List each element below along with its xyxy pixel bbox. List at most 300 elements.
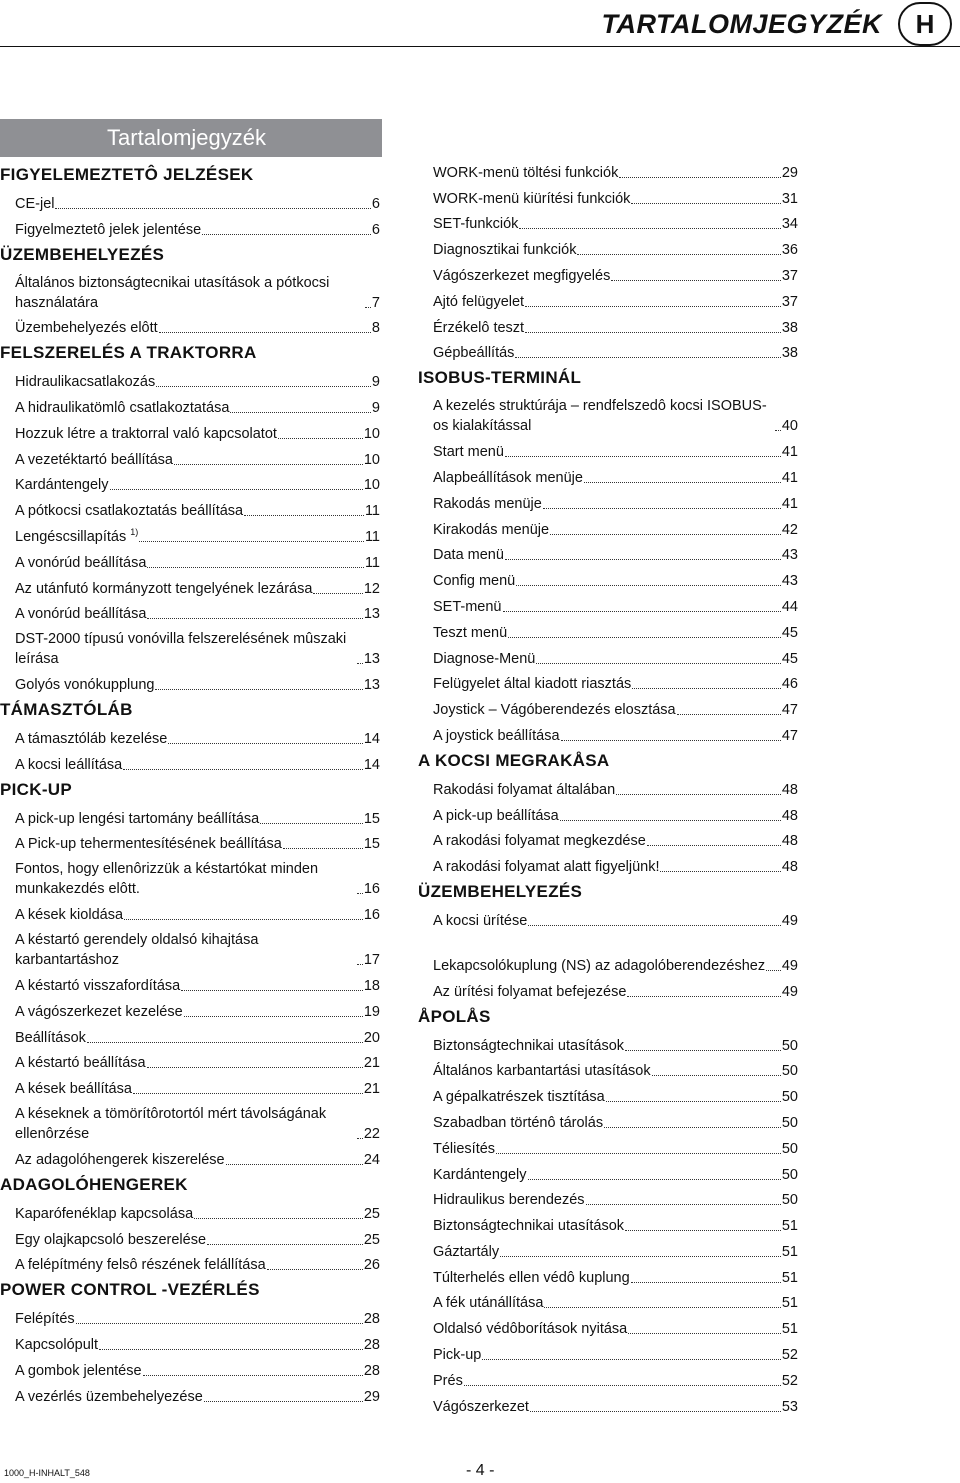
toc-entry-title bbox=[15, 398, 229, 418]
toc-entry[interactable] bbox=[433, 1288, 798, 1314]
toc-entry[interactable] bbox=[15, 521, 380, 547]
toc-entry-label: WORK-menü kiürítési funkciók bbox=[433, 190, 631, 207]
dot-leader bbox=[631, 1282, 781, 1283]
toc-page-number: 20 bbox=[363, 1029, 380, 1046]
toc-entry-title bbox=[15, 318, 158, 338]
toc-entry[interactable] bbox=[433, 1339, 798, 1365]
dot-leader bbox=[536, 663, 780, 664]
toc-entry-label: A gépalkatrészek tisztítása bbox=[433, 1089, 605, 1106]
toc-page-number: 49 bbox=[781, 983, 798, 1000]
dot-leader bbox=[155, 689, 362, 690]
toc-entry[interactable] bbox=[15, 1073, 380, 1099]
toc-entry-label: Kapcsolópult bbox=[15, 1336, 99, 1353]
toc-entry-title bbox=[433, 494, 542, 514]
toc-entry[interactable] bbox=[433, 694, 798, 720]
toc-entry[interactable] bbox=[15, 749, 380, 775]
toc-page-number: 52 bbox=[781, 1347, 798, 1364]
toc-entry[interactable] bbox=[15, 1303, 380, 1329]
toc-entry-label: Config menü bbox=[433, 573, 516, 590]
toc-entry-label: Fontos, hogy ellenôrizzük a késtartókat minden munkakezdés elôtt. bbox=[15, 861, 319, 898]
toc-page-number: 11 bbox=[364, 503, 380, 520]
dot-leader bbox=[604, 1127, 781, 1128]
dot-leader bbox=[586, 1204, 781, 1205]
toc-entry-title bbox=[15, 1255, 266, 1275]
toc-entry-label: A vezérlés üzembehelyezése bbox=[15, 1388, 203, 1405]
dot-leader bbox=[516, 585, 781, 586]
toc-entry-title bbox=[433, 780, 615, 800]
toc-entry[interactable] bbox=[433, 976, 798, 1002]
toc-page-number: 38 bbox=[781, 345, 798, 362]
toc-entry[interactable] bbox=[433, 905, 798, 931]
toc-entry[interactable] bbox=[433, 1313, 798, 1339]
toc-entry-label: Golyós vonókupplung bbox=[15, 677, 155, 694]
dot-leader bbox=[230, 412, 371, 413]
toc-entry-title bbox=[15, 976, 180, 996]
toc-entry-title bbox=[433, 1397, 529, 1417]
toc-entry[interactable] bbox=[433, 1391, 798, 1417]
toc-entry-label: A vágószerkezet kezelése bbox=[15, 1003, 183, 1020]
toc-page-number: 9 bbox=[371, 399, 380, 416]
toc-entry[interactable] bbox=[15, 418, 380, 444]
toc-entry-title bbox=[433, 545, 504, 565]
toc-page-number: 22 bbox=[363, 1126, 380, 1143]
toc-entry[interactable] bbox=[15, 723, 380, 749]
toc-entry-title bbox=[15, 675, 154, 695]
dot-leader bbox=[503, 611, 781, 612]
toc-entry[interactable] bbox=[15, 854, 380, 899]
dot-leader bbox=[174, 464, 363, 465]
toc-entry[interactable] bbox=[433, 1262, 798, 1288]
toc-entry-label: Felépítés bbox=[15, 1311, 75, 1328]
toc-entry[interactable] bbox=[433, 1081, 798, 1107]
toc-page-number: 28 bbox=[363, 1311, 380, 1328]
toc-section-heading: A KOCSI MEGRAKÅSA bbox=[418, 750, 610, 770]
toc-entry-label: Téliesítés bbox=[433, 1140, 496, 1157]
toc-entry-title bbox=[433, 468, 583, 488]
toc-entry-label: A pick-up beállítása bbox=[433, 807, 559, 824]
toc-entry-label: WORK-menü töltési funkciók bbox=[433, 164, 619, 181]
toc-entry-title bbox=[15, 475, 109, 495]
toc-entry-title bbox=[433, 982, 626, 1002]
toc-entry-label: Lengéscsillapítás bbox=[15, 528, 127, 545]
toc-entry[interactable] bbox=[433, 1185, 798, 1211]
dot-leader bbox=[55, 208, 370, 209]
toc-entry-label: Pick-up bbox=[433, 1347, 482, 1364]
toc-entry-title bbox=[15, 450, 173, 470]
toc-page-number: 47 bbox=[781, 727, 798, 744]
toc-entry[interactable] bbox=[15, 1381, 380, 1407]
toc-page-number: 50 bbox=[781, 1114, 798, 1131]
toc-entry[interactable] bbox=[15, 573, 380, 599]
dot-leader bbox=[500, 1256, 781, 1257]
toc-entry-label: Beállítások bbox=[15, 1029, 86, 1046]
dot-leader bbox=[652, 1075, 781, 1076]
toc-entry-title bbox=[433, 189, 630, 209]
toc-entry-title bbox=[433, 163, 618, 183]
dot-leader bbox=[244, 515, 364, 516]
toc-page-number: 28 bbox=[363, 1336, 380, 1353]
toc-entry-label: Joystick – Vágóberendezés elosztása bbox=[433, 702, 676, 719]
toc-page-number: 10 bbox=[363, 425, 380, 442]
toc-page-number: 36 bbox=[781, 242, 798, 259]
toc-entry-label: Hozzuk létre a traktorral való kapcsolatot bbox=[15, 425, 277, 442]
toc-entry[interactable] bbox=[433, 931, 798, 976]
dot-leader bbox=[560, 820, 781, 821]
toc-entry-label: Felügyelet által kiadott riasztás bbox=[433, 676, 632, 693]
toc-entry[interactable] bbox=[15, 1250, 380, 1276]
toc-page-number: 37 bbox=[781, 293, 798, 310]
toc-entry[interactable] bbox=[433, 286, 798, 312]
dot-leader bbox=[464, 1385, 781, 1386]
toc-page-number: 28 bbox=[363, 1362, 380, 1379]
toc-entry[interactable] bbox=[433, 436, 798, 462]
toc-entry-title bbox=[15, 905, 123, 925]
toc-entry[interactable] bbox=[433, 1030, 798, 1056]
toc-entry[interactable] bbox=[433, 1107, 798, 1133]
toc-entry-title bbox=[15, 834, 282, 854]
dot-leader bbox=[544, 1307, 780, 1308]
toc-entry-label: SET-funkciók bbox=[433, 216, 519, 233]
toc-page-number: 29 bbox=[363, 1388, 380, 1405]
toc-entry[interactable] bbox=[15, 547, 380, 573]
toc-entry[interactable] bbox=[15, 829, 380, 855]
toc-entry-title bbox=[433, 1216, 624, 1236]
toc-entry-title bbox=[433, 857, 659, 877]
toc-entry-label: Teszt menü bbox=[433, 624, 508, 641]
toc-entry-label: A pótkocsi csatlakoztatás beállítása bbox=[15, 503, 244, 520]
toc-entry[interactable] bbox=[433, 540, 798, 566]
toc-entry[interactable] bbox=[15, 188, 380, 214]
toc-page-number: 16 bbox=[363, 907, 380, 924]
toc-entry[interactable] bbox=[15, 495, 380, 521]
dot-leader bbox=[606, 1101, 781, 1102]
toc-left-column bbox=[0, 160, 380, 1407]
dot-leader bbox=[496, 1153, 781, 1154]
dot-leader bbox=[267, 1269, 363, 1270]
dot-leader bbox=[133, 1093, 363, 1094]
toc-entry[interactable] bbox=[15, 1355, 380, 1381]
toc-entry-label: A kések beállítása bbox=[15, 1081, 132, 1098]
toc-entry[interactable] bbox=[433, 800, 798, 826]
toc-page-number: 53 bbox=[781, 1398, 798, 1415]
toc-page-number: 13 bbox=[363, 677, 380, 694]
toc-entry-label: Kaparófenéklap kapcsolása bbox=[15, 1205, 194, 1222]
toc-entry[interactable] bbox=[433, 209, 798, 235]
toc-page-number: 9 bbox=[371, 374, 380, 391]
toc-entry-title bbox=[433, 700, 676, 720]
toc-section-heading: ÅPOLÅS bbox=[418, 1006, 491, 1026]
toc-entry[interactable] bbox=[433, 391, 798, 436]
toc-entry-title bbox=[433, 1061, 651, 1081]
toc-entry-title bbox=[433, 396, 774, 436]
toc-entry-label: Túlterhelés ellen védô kuplung bbox=[433, 1269, 630, 1286]
toc-page-number: 51 bbox=[781, 1243, 798, 1260]
toc-entry[interactable] bbox=[15, 996, 380, 1022]
toc-entry-label: Gáztartály bbox=[433, 1243, 500, 1260]
dot-leader bbox=[357, 964, 363, 965]
toc-entry[interactable] bbox=[433, 462, 798, 488]
toc-page-number: 21 bbox=[363, 1055, 380, 1072]
header-title: TARTALOMJEGYZÉK bbox=[601, 9, 882, 39]
toc-entry-label: Az adagolóhengerek kiszerelése bbox=[15, 1151, 225, 1168]
toc-entry-label: A késtartó gerendely oldalsó kihajtása karbantartáshoz bbox=[15, 932, 259, 969]
toc-entry-title bbox=[15, 629, 356, 669]
dot-leader bbox=[584, 482, 781, 483]
toc-entry[interactable] bbox=[15, 803, 380, 829]
dot-leader bbox=[313, 593, 362, 594]
toc-entry-label: Rakodás menüje bbox=[433, 495, 542, 512]
dot-leader bbox=[226, 1164, 363, 1165]
toc-entry-label: DST-2000 típusú vonóvilla felszerelésének mûszaki leírása bbox=[15, 631, 347, 668]
toc-page-number: 10 bbox=[363, 477, 380, 494]
toc-page-number: 52 bbox=[781, 1372, 798, 1389]
toc-page-number: 50 bbox=[781, 1037, 798, 1054]
toc-section-heading: ADAGOLÓHENGEREK bbox=[0, 1174, 188, 1194]
toc-entry[interactable] bbox=[433, 1056, 798, 1082]
dot-leader bbox=[99, 1349, 363, 1350]
toc-entry-label: A kezelés struktúrája – rendfelszedô kocsi ISOBUS-os kialakítással bbox=[433, 398, 767, 435]
toc-page-number: 8 bbox=[371, 320, 380, 337]
toc-entry[interactable] bbox=[433, 1159, 798, 1185]
toc-entry[interactable] bbox=[15, 214, 380, 240]
toc-entry-title bbox=[15, 220, 201, 240]
toc-entry[interactable] bbox=[433, 157, 798, 183]
toc-entry-label: Az utánfutó kormányzott tengelyének lezárása bbox=[15, 580, 313, 597]
dot-leader bbox=[181, 990, 363, 991]
toc-entry-label: Hidraulikacsatlakozás bbox=[15, 374, 156, 391]
document-code: 1000_H-INHALT_548 bbox=[4, 1468, 90, 1478]
toc-entry[interactable] bbox=[15, 1099, 380, 1144]
toc-entry-label: Üzembehelyezés elôtt bbox=[15, 320, 158, 337]
toc-entry[interactable] bbox=[15, 1144, 380, 1170]
toc-entry-label: A támasztóláb kezelése bbox=[15, 730, 168, 747]
dot-leader bbox=[577, 254, 780, 255]
dot-leader bbox=[76, 1323, 363, 1324]
toc-entry[interactable] bbox=[15, 899, 380, 925]
toc-page-number: 50 bbox=[781, 1140, 798, 1157]
toc-page-number: 14 bbox=[363, 756, 380, 773]
toc-section-heading: POWER CONTROL -VEZÉRLÉS bbox=[0, 1280, 260, 1300]
toc-entry[interactable] bbox=[433, 488, 798, 514]
toc-entry[interactable] bbox=[433, 851, 798, 877]
dot-leader bbox=[647, 845, 781, 846]
toc-page-number: 15 bbox=[363, 836, 380, 853]
dot-leader bbox=[168, 743, 363, 744]
toc-right-column bbox=[418, 157, 798, 1417]
toc-page-number: 10 bbox=[363, 451, 380, 468]
toc-entry[interactable] bbox=[433, 565, 798, 591]
toc-entry[interactable] bbox=[433, 774, 798, 800]
toc-entry[interactable] bbox=[433, 1236, 798, 1262]
toc-entry-label: A joystick beállítása bbox=[433, 727, 560, 744]
toc-page-number: 40 bbox=[781, 418, 798, 435]
toc-page-number: 48 bbox=[781, 807, 798, 824]
toc-entry-label: A rakodási folyamat alatt figyeljünk! bbox=[433, 859, 660, 876]
toc-entry-title bbox=[15, 1104, 356, 1144]
toc-page-number: 16 bbox=[363, 881, 380, 898]
toc-page-number: 17 bbox=[363, 952, 380, 969]
dot-leader bbox=[766, 970, 781, 971]
toc-page-number: 19 bbox=[363, 1003, 380, 1020]
toc-entry[interactable] bbox=[15, 624, 380, 669]
toc-entry[interactable] bbox=[433, 643, 798, 669]
toc-entry-label: Kirakodás menüje bbox=[433, 521, 550, 538]
toc-page-number: 11 bbox=[364, 528, 380, 545]
toc-entry[interactable] bbox=[15, 1198, 380, 1224]
toc-section-heading: ÜZEMBEHELYEZÉS bbox=[0, 244, 165, 264]
toc-entry-title bbox=[15, 930, 356, 970]
toc-entry-title bbox=[433, 292, 524, 312]
toc-entry[interactable] bbox=[15, 1022, 380, 1048]
toc-entry[interactable] bbox=[15, 599, 380, 625]
toc-entry[interactable] bbox=[15, 1329, 380, 1355]
toc-page-number: 12 bbox=[363, 580, 380, 597]
toc-entry-title bbox=[433, 1036, 624, 1056]
toc-entry[interactable] bbox=[433, 1365, 798, 1391]
toc-page-number: 51 bbox=[781, 1295, 798, 1312]
toc-entry[interactable] bbox=[15, 925, 380, 970]
toc-entry-label: A pick-up lengési tartomány beállítása bbox=[15, 810, 260, 827]
toc-entry-label: Alapbeállítások menüje bbox=[433, 469, 583, 486]
toc-entry-title bbox=[15, 1230, 206, 1250]
toc-entry-label: Start menü bbox=[433, 444, 504, 461]
toc-entry[interactable] bbox=[15, 1048, 380, 1074]
toc-entry[interactable] bbox=[15, 970, 380, 996]
dot-leader bbox=[278, 438, 363, 439]
toc-entry[interactable] bbox=[433, 826, 798, 852]
toc-section-heading: FELSZERELÉS A TRAKTORRA bbox=[0, 343, 257, 363]
dot-leader bbox=[87, 1042, 363, 1043]
toc-entry-title bbox=[15, 1204, 193, 1224]
dot-leader bbox=[677, 714, 781, 715]
toc-entry-label: Gépbeállítás bbox=[433, 345, 515, 362]
toc-page-number: 43 bbox=[781, 547, 798, 564]
toc-entry-label: A késtartó beállítása bbox=[15, 1055, 146, 1072]
toc-entry[interactable] bbox=[433, 183, 798, 209]
toc-entry[interactable] bbox=[15, 313, 380, 339]
toc-page-number: 50 bbox=[781, 1192, 798, 1209]
toc-entry-label: A vonórúd beállítása bbox=[15, 606, 147, 623]
toc-entry[interactable] bbox=[15, 1224, 380, 1250]
dot-leader bbox=[147, 1067, 363, 1068]
toc-entry-label: A vonórúd beállítása bbox=[15, 554, 147, 571]
toc-entry-label: Vágószerkezet bbox=[433, 1398, 529, 1415]
toc-page-number: 48 bbox=[781, 781, 798, 798]
dot-leader bbox=[207, 1244, 363, 1245]
toc-page-number: 11 bbox=[364, 554, 380, 571]
dot-leader bbox=[611, 280, 781, 281]
dot-leader bbox=[530, 1411, 781, 1412]
toc-entry-label: A rakodási folyamat megkezdése bbox=[433, 833, 646, 850]
dot-leader bbox=[519, 228, 780, 229]
toc-entry-title bbox=[433, 911, 527, 931]
toc-entry-title bbox=[15, 273, 364, 313]
toc-entry-label: A felépítmény felsô részének felállítása bbox=[15, 1257, 266, 1274]
toc-entry-label: A gombok jelentése bbox=[15, 1362, 142, 1379]
toc-entry[interactable] bbox=[15, 470, 380, 496]
toc-entry-label: A kések kioldása bbox=[15, 907, 124, 924]
toc-entry-title bbox=[433, 240, 576, 260]
toc-entry-title bbox=[433, 1190, 585, 1210]
dot-leader bbox=[505, 559, 781, 560]
toc-entry[interactable] bbox=[15, 392, 380, 418]
toc-entry-title bbox=[433, 649, 535, 669]
dot-leader bbox=[616, 794, 781, 795]
toc-entry[interactable] bbox=[433, 234, 798, 260]
toc-page-number: 48 bbox=[781, 859, 798, 876]
toc-entry-label: Diagnosztikai funkciók bbox=[433, 242, 577, 259]
toc-entry-title bbox=[15, 522, 138, 547]
dot-leader bbox=[357, 1138, 363, 1139]
toc-entry-title bbox=[433, 623, 507, 643]
dot-leader bbox=[260, 823, 363, 824]
toc-entry-label: Vágószerkezet megfigyelés bbox=[433, 267, 611, 284]
toc-entry[interactable] bbox=[15, 669, 380, 695]
toc-entry[interactable] bbox=[433, 338, 798, 364]
toc-page-number: 21 bbox=[363, 1081, 380, 1098]
toc-entry-label: Biztonságtechnikai utasítások bbox=[433, 1218, 625, 1235]
toc-entry[interactable] bbox=[433, 617, 798, 643]
dot-leader bbox=[482, 1359, 781, 1360]
toc-page-number: 50 bbox=[781, 1063, 798, 1080]
toc-entry-label: A késtartó visszafordítása bbox=[15, 977, 181, 994]
toc-entry[interactable] bbox=[433, 260, 798, 286]
toc-entry-title bbox=[433, 726, 560, 746]
toc-entry-title bbox=[433, 1268, 630, 1288]
toc-entry-title bbox=[433, 1293, 543, 1313]
dot-leader bbox=[525, 332, 781, 333]
toc-entry-label: A kocsi leállítása bbox=[15, 756, 123, 773]
toc-entry-title bbox=[433, 597, 502, 617]
toc-entry-label: Egy olajkapcsoló beszerelése bbox=[15, 1231, 207, 1248]
toc-entry-title bbox=[433, 956, 765, 976]
toc-entry-label: A fék utánállítása bbox=[433, 1295, 544, 1312]
toc-entry[interactable] bbox=[433, 514, 798, 540]
dot-leader bbox=[632, 688, 781, 689]
toc-page-number: 41 bbox=[781, 444, 798, 461]
toc-entry[interactable] bbox=[433, 1133, 798, 1159]
dot-leader bbox=[143, 1375, 363, 1376]
toc-entry[interactable] bbox=[15, 444, 380, 470]
section-letter-badge: H bbox=[898, 2, 952, 46]
dot-leader bbox=[124, 919, 363, 920]
toc-entry[interactable] bbox=[433, 312, 798, 338]
toc-entry-label: Data menü bbox=[433, 547, 504, 564]
toc-entry[interactable] bbox=[433, 591, 798, 617]
toc-section-heading: FIGYELEMEZTETÔ JELZÉSEK bbox=[0, 165, 254, 184]
toc-entry-label: Oldalsó védôborítások nyitása bbox=[433, 1321, 628, 1338]
toc-entry-title bbox=[15, 194, 54, 214]
toc-entry-title bbox=[15, 755, 122, 775]
dot-leader bbox=[543, 508, 781, 509]
toc-entry[interactable] bbox=[433, 720, 798, 746]
toc-entry[interactable] bbox=[15, 366, 380, 392]
dot-leader bbox=[202, 234, 371, 235]
toc-entry[interactable] bbox=[15, 268, 380, 313]
toc-page-number: 45 bbox=[781, 650, 798, 667]
toc-page-number: 31 bbox=[781, 190, 798, 207]
toc-entry-label: CE-jel bbox=[15, 195, 55, 212]
toc-entry-title bbox=[15, 859, 356, 899]
header-divider bbox=[0, 46, 960, 47]
toc-page-number: 15 bbox=[363, 810, 380, 827]
toc-section-heading: TÁMASZTÓLÁB bbox=[0, 700, 133, 720]
dot-leader bbox=[110, 489, 363, 490]
dot-leader bbox=[619, 177, 781, 178]
toc-entry-title bbox=[15, 1335, 98, 1355]
toc-entry[interactable] bbox=[433, 1210, 798, 1236]
toc-entry[interactable] bbox=[433, 669, 798, 695]
